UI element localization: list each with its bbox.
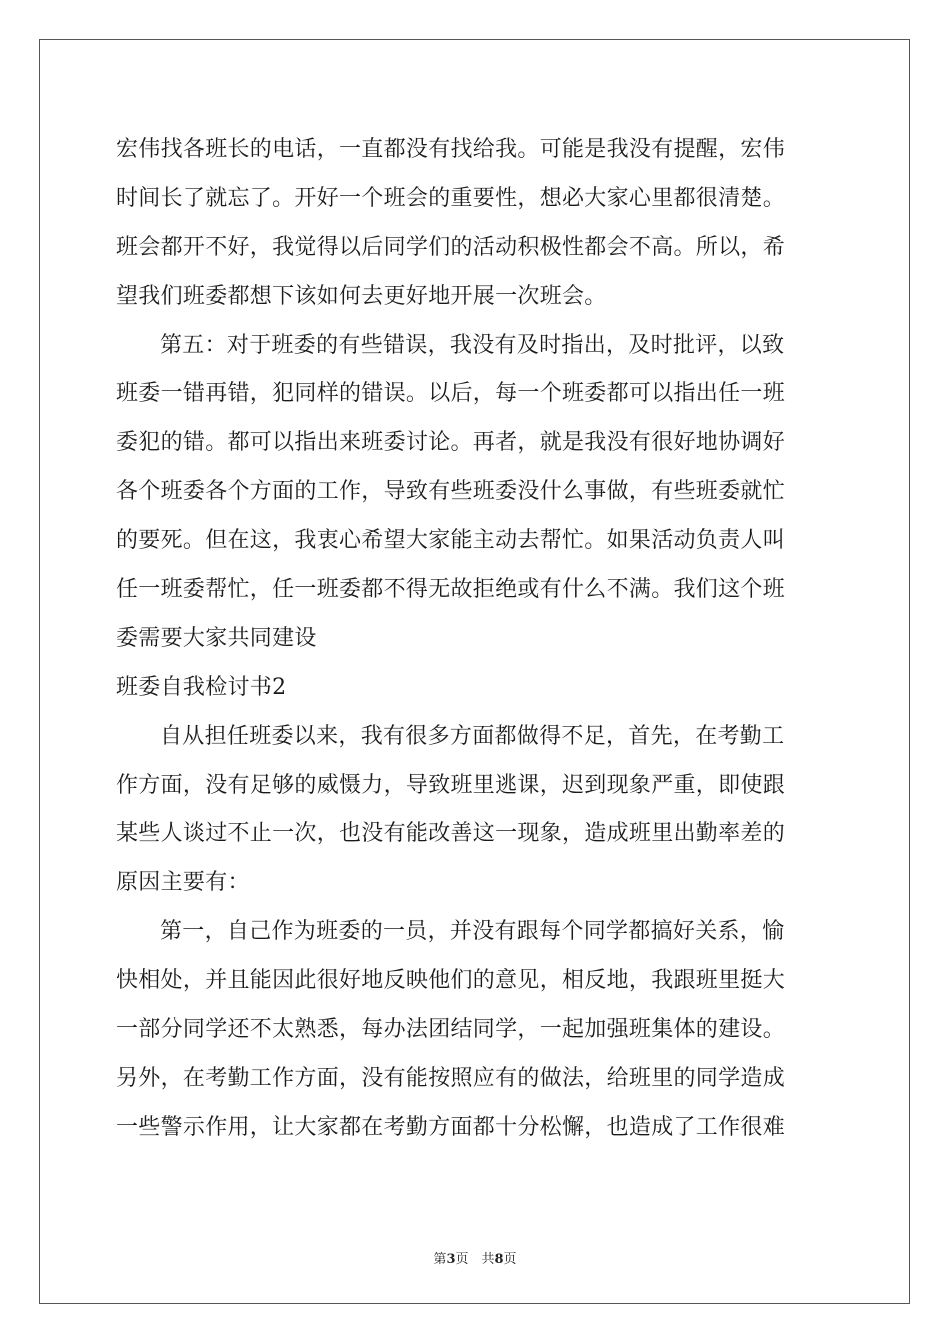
text-line: 第五：对于班委的有些错误，我没有及时指出，及时批评，以致 [160, 332, 785, 358]
page-footer [0, 1248, 950, 1267]
text-line: 各个班委各个方面的工作，导致有些班委没什么事做，有些班委就忙 [116, 479, 786, 505]
footer-mid: 页 共 [455, 1252, 495, 1267]
footer-prefix: 第 [433, 1252, 447, 1267]
text-line: 班会都开不好，我觉得以后同学们的活动积极性都会不高。所以，希 [116, 234, 786, 260]
text-line: 时间长了就忘了。开好一个班会的重要性，想必大家心里都很清楚。 [116, 185, 786, 211]
footer-total-pages: 8 [494, 1252, 504, 1267]
text-line: 第一，自己作为班委的一员，并没有跟每个同学都搞好关系，愉 [160, 919, 785, 945]
text-line: 另外，在考勤工作方面，没有能按照应有的做法，给班里的同学造成 [116, 1065, 786, 1091]
text-line: 一些警示作用，让大家都在考勤方面都十分松懈，也造成了工作很难 [116, 1114, 786, 1140]
footer-suffix: 页 [503, 1252, 517, 1267]
text-line: 快相处，并且能因此很好地反映他们的意见，相反地，我跟班里挺大 [116, 968, 786, 994]
text-line: 的要死。但在这，我衷心希望大家能主动去帮忙。如果活动负责人叫 [116, 528, 786, 554]
text-line: 宏伟找各班长的电话，一直都没有找给我。可能是我没有提醒，宏伟 [116, 137, 786, 162]
text-line: 一部分同学还不太熟悉，每办法团结同学，一起加强班集体的建设。 [116, 1017, 786, 1043]
text-line: 班委自我检讨书2 [116, 674, 287, 700]
text-line: 望我们班委都想下该如何去更好地开展一次班会。 [116, 283, 607, 309]
text-line: 某些人谈过不止一次，也没有能改善这一现象，造成班里出勤率差的 [116, 821, 786, 847]
text-line: 原因主要有： [116, 870, 250, 896]
text-line: 任一班委帮忙，任一班委都不得无故拒绝或有什么不满。我们这个班 [116, 577, 786, 603]
text-line: 班委一错再错，犯同样的错误。以后，每一个班委都可以指出任一班 [116, 381, 786, 407]
footer-current-page: 3 [446, 1252, 456, 1267]
text-line: 委犯的错。都可以指出来班委讨论。再者，就是我没有很好地协调好 [116, 430, 786, 456]
text-line: 委需要大家共同建设 [116, 625, 317, 651]
text-line: 自从担任班委以来，我有很多方面都做得不足，首先，在考勤工 [160, 723, 785, 749]
document-body [116, 126, 836, 1153]
text-line: 作方面，没有足够的威慑力，导致班里逃课，迟到现象严重，即使跟 [116, 772, 786, 798]
